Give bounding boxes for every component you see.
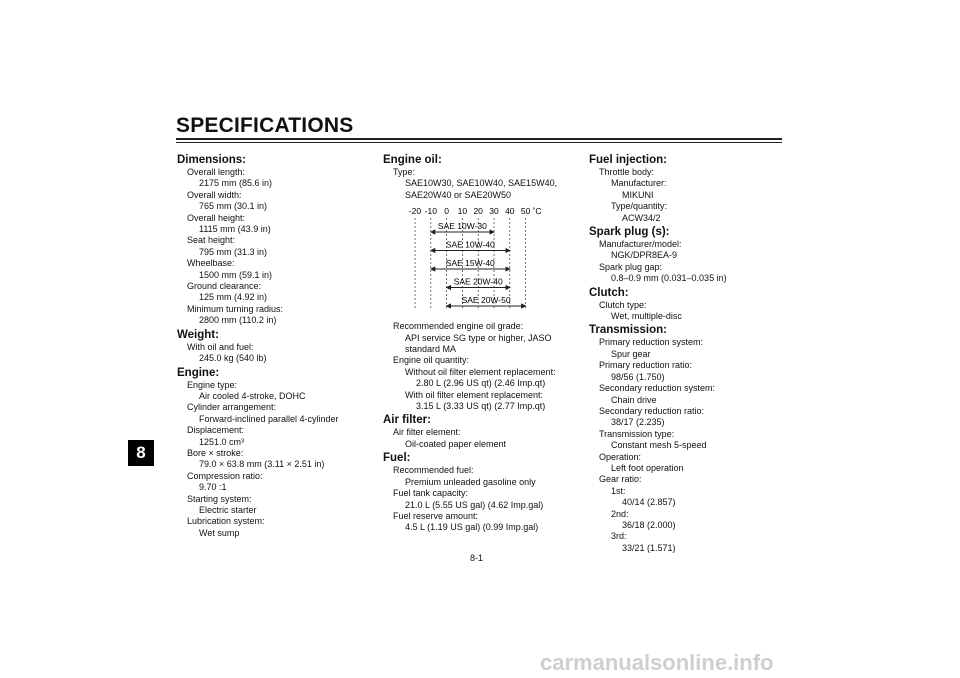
spec-line: Operation:	[599, 451, 642, 462]
spec-line: 2.80 L (2.96 US qt) (2.46 Imp.qt)	[416, 378, 546, 389]
spec-line: MIKUNI	[622, 189, 654, 200]
oil-grade-label: SAE 10W-40	[445, 239, 495, 250]
spec-line: Overall height:	[187, 212, 246, 223]
spec-line: Recommended fuel:	[393, 465, 474, 476]
spec-line: 125 mm (4.92 in)	[199, 292, 268, 303]
spec-line: 795 mm (31.3 in)	[199, 246, 268, 257]
tick-label: -20	[408, 206, 422, 217]
spec-line: Premium unleaded gasoline only	[405, 476, 536, 487]
spec-line: NGK/DPR8EA-9	[611, 250, 678, 261]
spec-line: ACW34/2	[622, 212, 661, 223]
spec-line: Left foot operation	[611, 462, 684, 473]
spec-line: With oil and fuel:	[187, 341, 254, 352]
section-heading: Fuel:	[383, 452, 411, 465]
oil-grade-label: SAE 15W-40	[445, 258, 495, 269]
spec-line: Air cooled 4-stroke, DOHC	[199, 390, 306, 401]
spec-line: Gear ratio:	[599, 474, 642, 485]
spec-line: 2175 mm (85.6 in)	[199, 178, 273, 189]
spec-line: Starting system:	[187, 493, 252, 504]
oil-viscosity-chart	[383, 204, 573, 316]
spec-line: Primary reduction ratio:	[599, 360, 693, 371]
spec-line: 1st:	[611, 485, 626, 496]
engine-oil-bottom	[383, 321, 573, 534]
spec-line: 21.0 L (5.55 US gal) (4.62 Imp.gal)	[405, 499, 544, 510]
oil-grade-label: SAE 20W-40	[453, 276, 503, 287]
spec-line: 38/17 (2.235)	[611, 417, 665, 428]
tick-label: 40	[505, 206, 515, 217]
spec-line: API service SG type or higher, JASO	[405, 332, 552, 343]
spec-line: Displacement:	[187, 425, 245, 436]
tick-label: 30	[489, 206, 499, 217]
section-heading: Engine oil:	[383, 154, 442, 166]
spec-line: Constant mesh 5-speed	[611, 440, 707, 451]
spec-line: Clutch type:	[599, 299, 647, 310]
page-number: 8-1	[470, 553, 484, 563]
spec-line: Primary reduction system:	[599, 337, 704, 348]
spec-line: Oil-coated paper element	[405, 438, 507, 449]
spec-line: Without oil filter element replacement:	[405, 366, 556, 377]
spec-line: Overall width:	[187, 189, 242, 200]
spec-line: 98/56 (1.750)	[611, 371, 665, 382]
spec-line: Overall length:	[187, 167, 246, 177]
spec-line: 3.15 L (3.33 US qt) (2.77 Imp.qt)	[416, 401, 546, 412]
spec-line: 4.5 L (1.19 US gal) (0.99 Imp.gal)	[405, 522, 539, 533]
spec-line: Ground clearance:	[187, 281, 262, 292]
spec-line: Compression ratio:	[187, 470, 263, 481]
spec-line: With oil filter element replacement:	[405, 389, 544, 400]
section-heading: Air filter:	[383, 414, 431, 427]
spec-line: Throttle body:	[599, 167, 655, 177]
spec-column-1	[177, 152, 367, 539]
spec-line: 2800 mm (110.2 in)	[199, 315, 277, 326]
spec-line: Air filter element:	[393, 427, 461, 438]
spec-line: Engine type:	[187, 379, 238, 390]
spec-line: 1115 mm (43.9 in)	[199, 224, 271, 235]
spec-line: 33/21 (1.571)	[622, 542, 676, 553]
spec-line: Manufacturer:	[611, 178, 667, 189]
spec-line: Bore × stroke:	[187, 447, 244, 458]
spec-line: 2nd:	[611, 508, 629, 519]
spec-line: Spur gear	[611, 348, 651, 359]
spec-line: 765 mm (30.1 in)	[199, 201, 268, 212]
spec-line: Wheelbase:	[187, 258, 235, 269]
spec-line: 79.0 × 63.8 mm (3.11 × 2.51 in)	[199, 459, 325, 470]
spec-line: Secondary reduction ratio:	[599, 405, 705, 416]
spec-line: standard MA	[405, 344, 457, 355]
spec-line: 1500 mm (59.1 in)	[199, 269, 273, 280]
spec-line: Fuel reserve amount:	[393, 510, 479, 521]
spec-line: 245.0 kg (540 lb)	[199, 353, 267, 364]
section-heading: Fuel injection:	[589, 154, 667, 166]
spec-line: 36/18 (2.000)	[622, 519, 676, 530]
spec-line: 0.8–0.9 mm (0.031–0.035 in)	[611, 273, 727, 284]
spec-line: Wet, multiple-disc	[611, 311, 682, 322]
spec-line: Forward-inclined parallel 4-cylinder	[199, 413, 339, 424]
spec-line: Lubrication system:	[187, 516, 265, 527]
oil-viscosity-svg	[383, 204, 573, 316]
spec-line: Recommended engine oil grade:	[393, 321, 524, 332]
tick-label: 0	[444, 206, 449, 217]
spec-column-2	[383, 152, 573, 534]
title-rule-thin	[176, 142, 782, 143]
spec-line: SAE20W40 or SAE20W50	[405, 189, 512, 200]
spec-line: SAE10W30, SAE10W40, SAE15W40,	[405, 178, 558, 189]
spec-line: Engine oil quantity:	[393, 355, 470, 366]
spec-line: Spark plug gap:	[599, 261, 663, 272]
spec-line: 3rd:	[611, 531, 627, 542]
spec-line: Fuel tank capacity:	[393, 488, 469, 499]
tick-label: 50	[520, 206, 531, 217]
title-rule	[176, 138, 782, 140]
spec-line: 1251.0 cm³	[199, 436, 245, 447]
watermark: carmanualsonline.info	[540, 650, 774, 675]
spec-line: 9.70 :1	[199, 482, 227, 493]
section-heading: Dimensions:	[177, 154, 247, 166]
spec-line: Secondary reduction system:	[599, 383, 716, 394]
spec-line: Seat height:	[187, 235, 236, 246]
page-title: SPECIFICATIONS	[176, 114, 354, 137]
tick-label: -10	[424, 206, 437, 217]
spec-line: Transmission type:	[599, 428, 675, 439]
chapter-tab: 8	[128, 440, 154, 466]
section-heading: Transmission:	[589, 324, 667, 337]
section-heading: Weight:	[177, 328, 219, 341]
section-heading: Clutch:	[589, 286, 629, 299]
spec-line: Electric starter	[199, 504, 257, 515]
spec-line: Manufacturer/model:	[599, 239, 682, 250]
engine-oil-top	[383, 153, 573, 201]
tick-label: 20	[473, 206, 483, 217]
oil-grade-label: SAE 20W-50	[461, 295, 511, 306]
spec-column-3	[589, 152, 779, 554]
spec-line: Chain drive	[611, 394, 657, 405]
spec-line: Minimum turning radius:	[187, 303, 284, 314]
spec-line: Wet sump	[199, 527, 240, 538]
tick-label: 10	[457, 206, 468, 217]
spec-line: 40/14 (2.857)	[622, 497, 676, 508]
section-heading: Spark plug (s):	[589, 226, 670, 239]
spec-line: Type/quantity:	[611, 201, 668, 212]
spec-line: Type:	[393, 167, 416, 177]
spec-line: Cylinder arrangement:	[187, 402, 277, 413]
oil-grade-label: SAE 10W-30	[437, 221, 487, 232]
section-heading: Engine:	[177, 366, 220, 379]
unit-label: ˚C	[532, 206, 542, 217]
